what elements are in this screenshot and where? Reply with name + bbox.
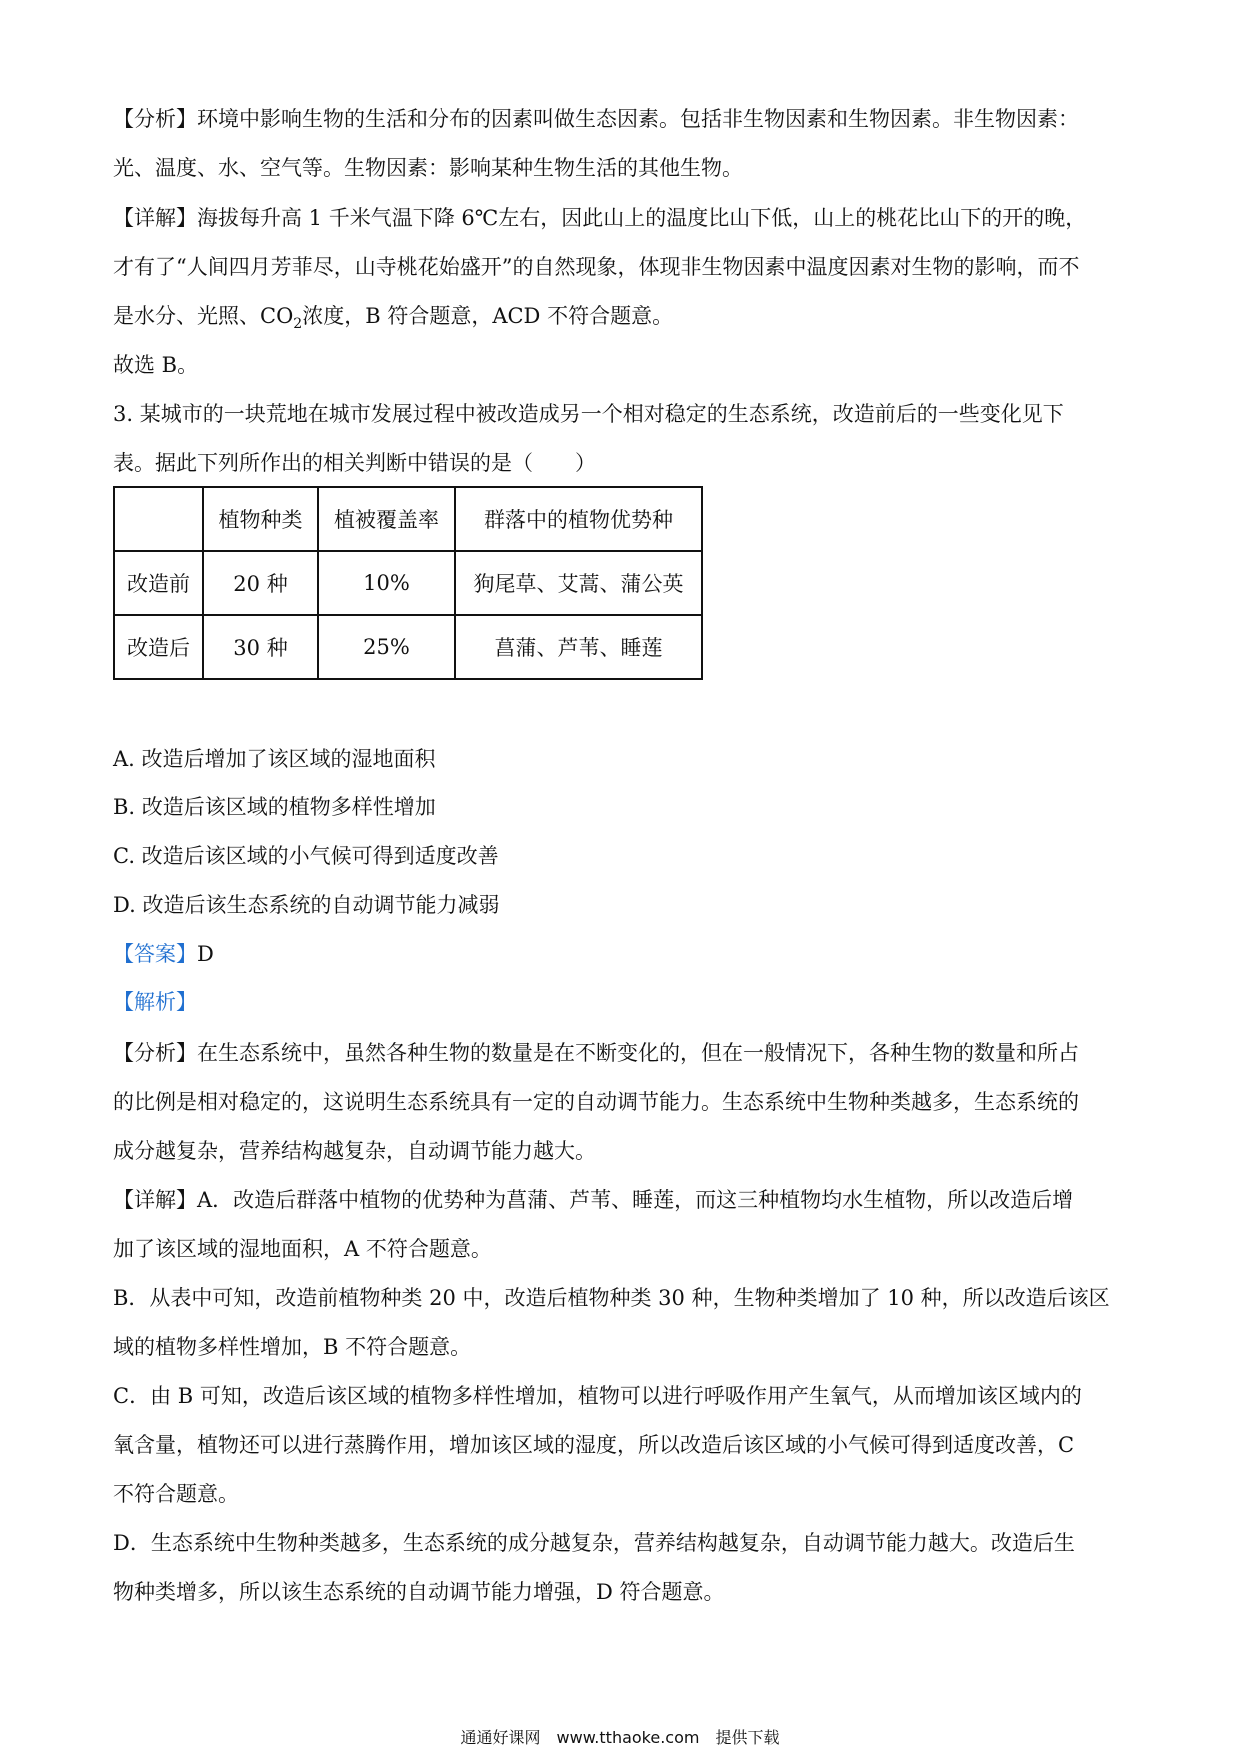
answer-value: D xyxy=(197,942,214,966)
option-c: C. 改造后该区域的小气候可得到适度改善 xyxy=(113,844,499,868)
analysis2-line-3: 成分越复杂，营养结构越复杂，自动调节能力越大。 xyxy=(113,1139,596,1163)
detail-line-3: 是水分、光照、$CO_2$浓度，B 符合题意，ACD 不符合题意。 xyxy=(113,304,674,333)
table-cell: 改造前 xyxy=(114,551,203,615)
table-cell: 10% xyxy=(318,551,455,615)
option-d: D. 改造后该生态系统的自动调节能力减弱 xyxy=(113,893,500,917)
table-cell: 狗尾草、艾蒿、蒲公英 xyxy=(455,551,702,615)
analysis2-line-1: 【分析】在生态系统中，虽然各种生物的数量是在不断变化的，但在一般情况下，各种生物的数量和所占 xyxy=(113,1041,1079,1065)
table-header-cell: 群落中的植物优势种 xyxy=(455,487,702,551)
analysis-line-1: 【分析】环境中影响生物的生活和分布的因素叫做生态因素。包括非生物因素和生物因素。非生物因素： xyxy=(113,107,1079,131)
table-header-row xyxy=(114,487,702,551)
table-cell: 30 种 xyxy=(203,615,318,679)
option-b: B. 改造后该区域的植物多样性增加 xyxy=(113,795,436,819)
detail-line-1: 【详解】海拔每升高 1 千米气温下降 6℃左右，因此山上的温度比山下低，山上的桃花比山下的开的晚， xyxy=(113,206,1087,230)
detail-tag: 【详解】 xyxy=(113,1188,197,1212)
explain-tag: 【解析】 xyxy=(113,990,197,1014)
table-cell: 20 种 xyxy=(203,551,318,615)
detail2-c-line-2: 氧含量，植物还可以进行蒸腾作用，增加该区域的湿度，所以改造后该区域的小气候可得到适度改善，C xyxy=(113,1433,1075,1457)
detail-line-2: 才有了“人间四月芳菲尽，山寺桃花始盛开”的自然现象，体现非生物因素中温度因素对生物的影响，而不 xyxy=(113,255,1080,279)
page-footer: 通通好课网 www.tthaoke.com 提供下载 xyxy=(460,1728,780,1747)
analysis-tag: 【分析】 xyxy=(113,1041,197,1065)
analysis-tag: 【分析】 xyxy=(113,107,197,131)
analysis-line-2: 光、温度、水、空气等。生物因素：影响某种生物生活的其他生物。 xyxy=(113,156,743,180)
table-row xyxy=(114,551,702,615)
table-cell: 改造后 xyxy=(114,615,203,679)
data-table xyxy=(113,486,703,680)
option-a: A. 改造后增加了该区域的湿地面积 xyxy=(113,747,436,771)
table-header-cell: 植被覆盖率 xyxy=(318,487,455,551)
detail2-d-line-2: 物种类增多，所以该生态系统的自动调节能力增强，D 符合题意。 xyxy=(113,1580,725,1604)
question-line-2: 表。据此下列所作出的相关判断中错误的是（ ） xyxy=(113,451,596,475)
answer-line xyxy=(113,941,214,967)
detail2-a-line-2: 加了该区域的湿地面积，A 不符合题意。 xyxy=(113,1237,492,1261)
table-cell: 25% xyxy=(318,615,455,679)
conclusion-line: 故选 B。 xyxy=(113,353,199,377)
table-row xyxy=(114,615,702,679)
detail2-b-line-2: 域的植物多样性增加，B 不符合题意。 xyxy=(113,1335,472,1359)
analysis2-line-2: 的比例是相对稳定的，这说明生态系统具有一定的自动调节能力。生态系统中生物种类越多，生态系统的 xyxy=(113,1090,1079,1114)
detail2-d-line-1: D．生态系统中生物种类越多，生态系统的成分越复杂，营养结构越复杂，自动调节能力越大。改造后生 xyxy=(113,1531,1075,1555)
table-header-cell xyxy=(114,487,203,551)
answer-tag: 【答案】 xyxy=(113,942,197,966)
table-cell: 菖蒲、芦苇、睡莲 xyxy=(455,615,702,679)
detail2-c-line-1: C．由 B 可知，改造后该区域的植物多样性增加，植物可以进行呼吸作用产生氧气，从而增加该区域内的 xyxy=(113,1384,1082,1408)
question-line-1: 3. 某城市的一块荒地在城市发展过程中被改造成另一个相对稳定的生态系统，改造前后的一些变化见下 xyxy=(113,402,1064,426)
detail2-a-line-1: 【详解】A．改造后群落中植物的优势种为菖蒲、芦苇、睡莲，而这三种植物均水生植物，所以改造后增 xyxy=(113,1188,1074,1212)
detail-tag: 【详解】 xyxy=(113,206,197,230)
detail2-b-line-1: B．从表中可知，改造前植物种类 20 中，改造后植物种类 30 种，生物种类增加了 10 种，所以改造后该区 xyxy=(113,1286,1110,1310)
detail2-c-line-3: 不符合题意。 xyxy=(113,1482,239,1506)
table-header-cell: 植物种类 xyxy=(203,487,318,551)
